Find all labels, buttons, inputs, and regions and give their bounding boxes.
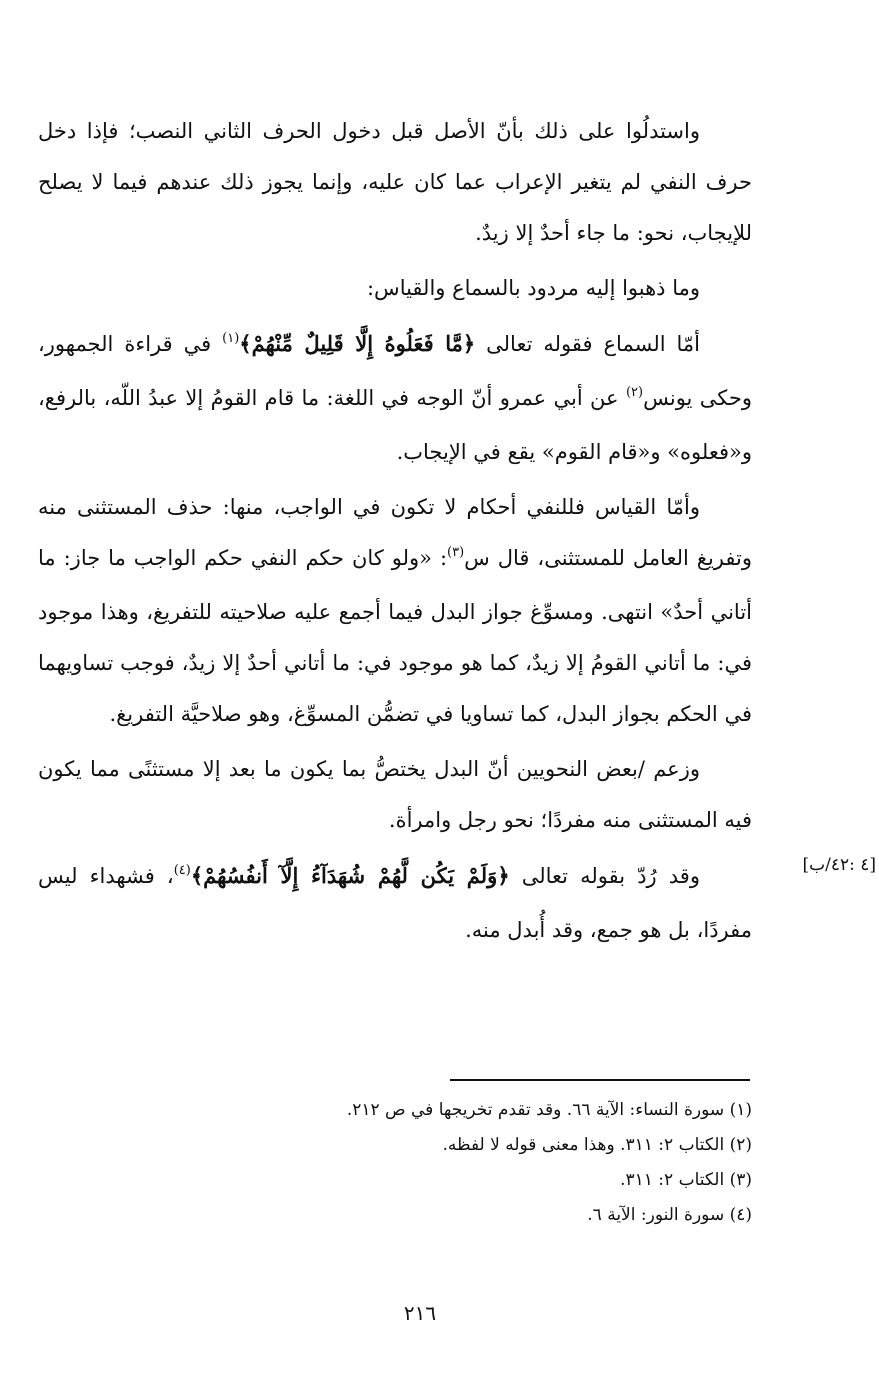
text-segment: وأمّا القياس فللنفي أحكام لا تكون في الواجب، منها: حذف المستثنى منه وتفريغ العامل للمستثنى، قال س — [38, 495, 753, 570]
paragraph — [38, 744, 752, 846]
footnote: (١) سورة النساء: الآية ٦٦. وقد تقدم تخريجها في ص ٢١٢. — [346, 1100, 752, 1120]
footnote-marker: (١) — [222, 331, 240, 346]
footnote: (٤) سورة النور: الآية ٦. — [587, 1205, 752, 1225]
page-number: ٢١٦ — [403, 1301, 437, 1325]
paragraph — [38, 263, 752, 314]
footnote: (٣) الكتاب ٢: ٣١١. — [620, 1170, 752, 1190]
paragraph — [38, 106, 752, 259]
quran-verse: ﴿وَلَمْ يَكُن لَّهُمْ شُهَدَآءُ إِلَّآ أَنفُسُهُمْ﴾ — [190, 863, 510, 888]
text-segment: ، فشهداء ليس مفردًا، بل هو جمع، وقد أُبدل منه. — [38, 864, 752, 942]
footnote-marker: (٤) — [173, 863, 191, 878]
text-segment: وما ذهبوا إليه مردود بالسماع والقياس: — [366, 276, 700, 300]
footnote: (٢) الكتاب ٢: ٣١١. وهذا معنى قوله لا لفظه. — [442, 1135, 752, 1155]
text-segment: : «ولو كان حكم النفي حكم الواجب ما جاز: ما أتاني أحدٌ» انتهى. ومسوِّغ جواز البدل فيما أجمع عليه صلاحيته للتفريغ، وهذا موجود في: ما أتاني القومُ إلا زيدٌ، كما هو موجود في: ما أتاني أحدٌ إلا زيدٌ، فوجب تساويهما في الحكم بجواز البدل، كما تساويا في تضمُّن المسوِّغ، وهو صلاحيَّة التفريغ. — [38, 546, 752, 726]
footnote-divider — [450, 1079, 750, 1081]
paragraph — [38, 850, 752, 956]
text-segment: وقد رُدّ بقوله تعالى — [509, 864, 700, 888]
footnote-marker: (٢) — [625, 385, 644, 400]
quran-verse: ﴿مَّا فَعَلُوهُ إِلَّا قَلِيلٌ مِّنْهُمْ﴾ — [239, 331, 476, 356]
text-segment: واستدلُوا على ذلك بأنّ الأصل قبل دخول الحرف الثاني النصب؛ فإذا دخل حرف النفي لم يتغير الإعراب عما كان عليه، وإنما يجوز ذلك عندهم فيما لا يصلح للإيجاب، نحو: ما جاء أحدٌ إلا زيدٌ. — [38, 119, 752, 245]
text-segment: وزعم /بعض النحويين أنّ البدل يختصُّ بما يكون ما بعد إلا مستثنًى مما يكون فيه المستثنى منه مفردًا؛ نحو رجل وامرأة. — [38, 757, 752, 832]
text-segment: في قراءة الجمهور، وحكى يونس — [38, 332, 752, 410]
text-segment: أمّا السماع فقوله تعالى — [475, 332, 700, 356]
main-text — [38, 106, 752, 960]
margin-manuscript-reference: [٤ :٤٢/ب] — [802, 855, 876, 875]
text-segment: عن أبي عمرو أنّ الوجه في اللغة: ما قام القومُ إلا عبدُ اللّه، بالرفع، و«فعلوه» و«قام القوم» يقع في الإيجاب. — [38, 386, 752, 464]
footnotes — [200, 1094, 752, 1234]
paragraph — [38, 482, 752, 740]
footnote-marker: (٣) — [447, 545, 465, 560]
paragraph — [38, 318, 752, 478]
